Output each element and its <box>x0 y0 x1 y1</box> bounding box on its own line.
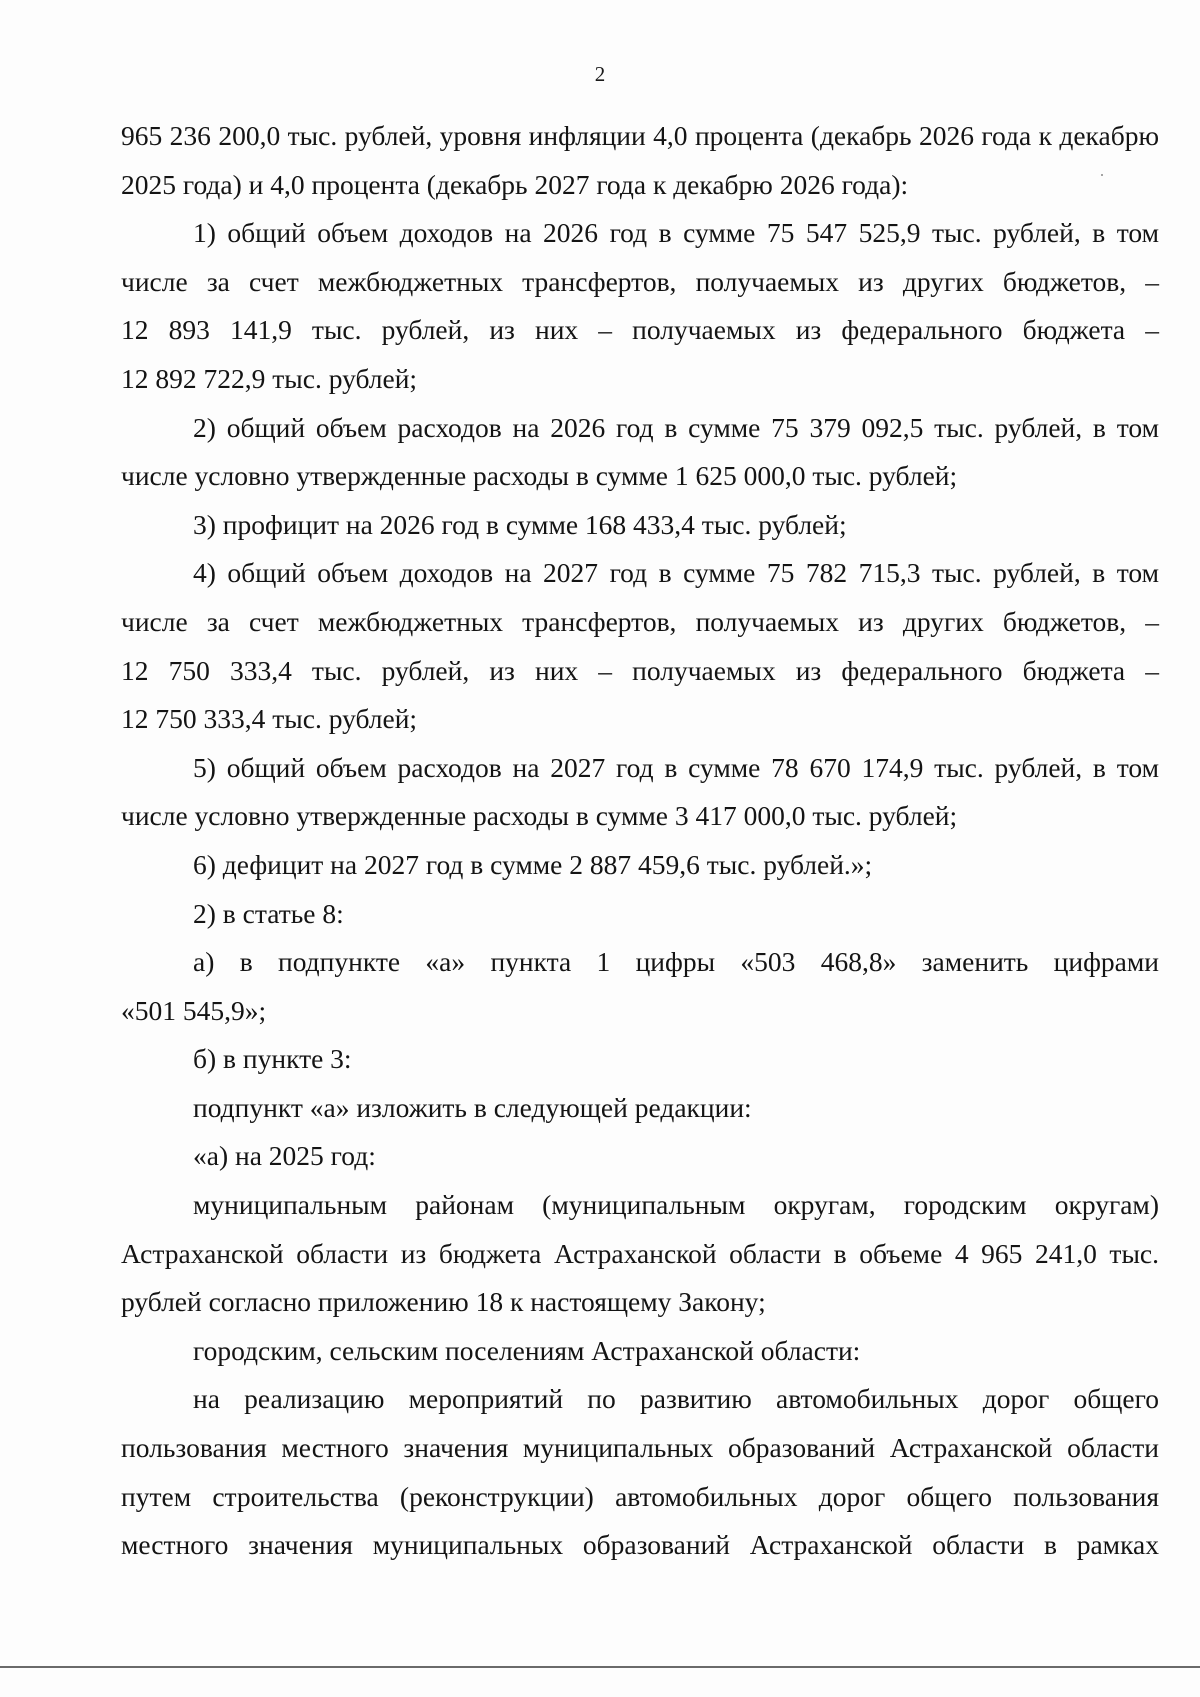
text-line: числе за счет межбюджетных трансфертов, получаемых из других бюджетов, – <box>121 605 1159 637</box>
text-line: 2) в статье 8: <box>193 897 344 929</box>
text-line: муниципальным районам (муниципальным округам, городским округам) <box>193 1189 1159 1221</box>
text-line: 1) общий объем доходов на 2026 год в сумме 75 547 525,9 тыс. рублей, в том <box>193 217 1159 249</box>
text-line: 3) профицит на 2026 год в сумме 168 433,4 тыс. рублей; <box>193 508 847 540</box>
text-line: 2) общий объем расходов на 2026 год в сумме 75 379 092,5 тыс. рублей, в том <box>193 411 1159 443</box>
text-line: б) в пункте 3: <box>193 1043 352 1075</box>
text-line: «а) на 2025 год: <box>193 1140 376 1172</box>
text-line: городским, сельским поселениям Астраханской области: <box>193 1334 861 1366</box>
text-line: 12 892 722,9 тыс. рублей; <box>121 362 418 394</box>
text-line: «501 545,9»; <box>121 994 267 1026</box>
text-line: 5) общий объем расходов на 2027 год в сумме 78 670 174,9 тыс. рублей, в том <box>193 751 1159 783</box>
scan-edge-line <box>0 1666 1200 1668</box>
text-line: Астраханской области из бюджета Астраханской области в объеме 4 965 241,0 тыс. <box>121 1237 1159 1269</box>
text-line: на реализацию мероприятий по развитию автомобильных дорог общего <box>193 1383 1159 1415</box>
text-line: 12 750 333,4 тыс. рублей, из них – получаемых из федерального бюджета – <box>121 654 1159 686</box>
text-line: 6) дефицит на 2027 год в сумме 2 887 459,6 тыс. рублей.»; <box>193 848 873 880</box>
text-line: числе за счет межбюджетных трансфертов, получаемых из других бюджетов, – <box>121 265 1159 297</box>
body-text <box>121 112 1159 1570</box>
text-line: числе условно утвержденные расходы в сумме 1 625 000,0 тыс. рублей; <box>121 460 958 492</box>
text-line: рублей согласно приложению 18 к настоящему Закону; <box>121 1286 766 1318</box>
text-line: 2025 года) и 4,0 процента (декабрь 2027 года к декабрю 2026 года): <box>121 168 909 200</box>
text-line: местного значения муниципальных образований Астраханской области в рамках <box>121 1529 1159 1561</box>
text-line: пользования местного значения муниципальных образований Астраханской области <box>121 1432 1159 1464</box>
text-line: 4) общий объем доходов на 2027 год в сумме 75 782 715,3 тыс. рублей, в том <box>193 557 1159 589</box>
text-line: 12 750 333,4 тыс. рублей; <box>121 703 418 735</box>
text-line: подпункт «а» изложить в следующей редакции: <box>193 1091 752 1123</box>
text-line: а) в подпункте «а» пункта 1 цифры «503 468,8» заменить цифрами <box>193 946 1159 978</box>
text-line: 12 893 141,9 тыс. рублей, из них – получаемых из федерального бюджета – <box>121 314 1159 346</box>
text-line: числе условно утвержденные расходы в сумме 3 417 000,0 тыс. рублей; <box>121 800 958 832</box>
page-number: 2 <box>594 62 606 86</box>
text-line: путем строительства (реконструкции) автомобильных дорог общего пользования <box>121 1480 1159 1512</box>
text-line: 965 236 200,0 тыс. рублей, уровня инфляции 4,0 процента (декабрь 2026 года к декабрю <box>121 120 1159 151</box>
